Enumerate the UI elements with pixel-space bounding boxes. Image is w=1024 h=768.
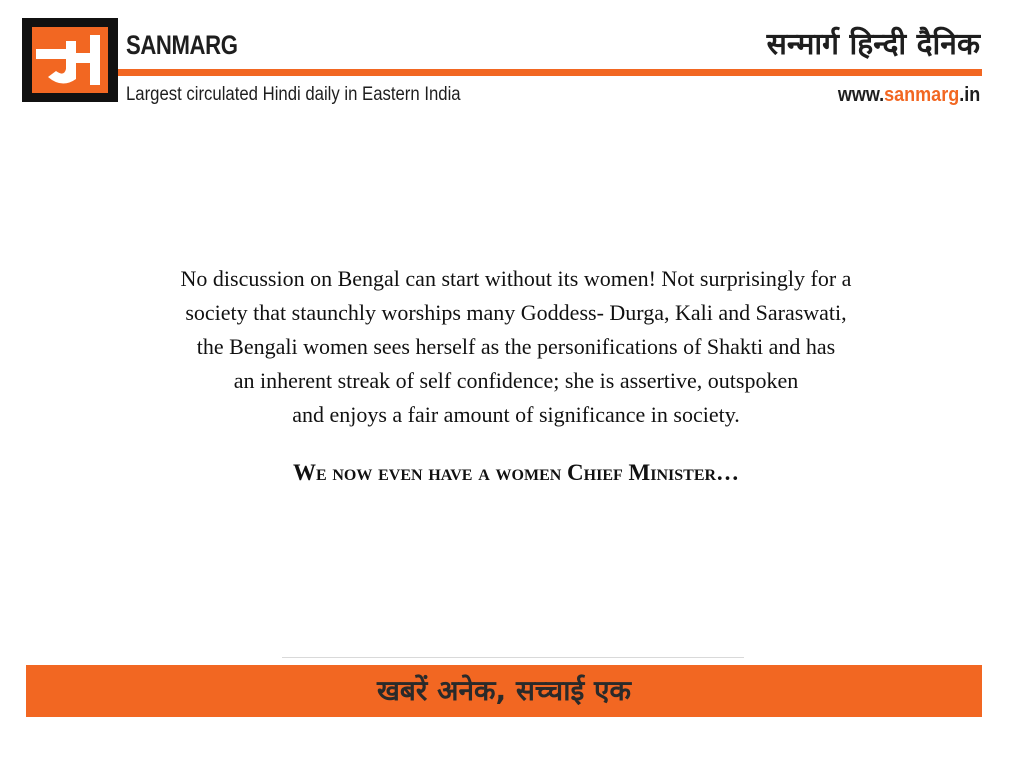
header-rule [118, 69, 982, 76]
footer-bar [26, 665, 982, 717]
website-prefix: www. [837, 84, 884, 106]
logo[interactable] [22, 18, 118, 102]
paragraph-line: society that staunchly worships many Goddess- Durga, Kali and Saraswati, [185, 300, 847, 325]
paragraph-line: an inherent streak of self confidence; she is assertive, outspoken [233, 368, 799, 393]
footer-divider [282, 657, 744, 658]
paragraph-line: and enjoys a fair amount of significance in society. [292, 402, 740, 427]
website-name: sanmarg [883, 84, 959, 106]
paragraph-line: No discussion on Bengal can start without its women! Not surprisingly for a [180, 266, 852, 291]
paragraph-line: the Bengali women sees herself as the personifications of Shakti and has [196, 334, 836, 359]
footer-slogan: खबरें अनेक, सच्चाई एक [377, 674, 631, 707]
website-link[interactable] [838, 84, 980, 107]
sanmarg-logo-icon [32, 27, 108, 93]
body-paragraph [60, 262, 972, 432]
tagline: Largest circulated Hindi daily in Eastern India [126, 84, 461, 105]
headline: We now even have a women Chief Minister… [292, 460, 740, 485]
hindi-title: सन्मार्ग हिन्दी दैनिक [766, 27, 980, 62]
brand-name: SANMARG [126, 30, 238, 60]
website-suffix: .in [958, 84, 980, 106]
